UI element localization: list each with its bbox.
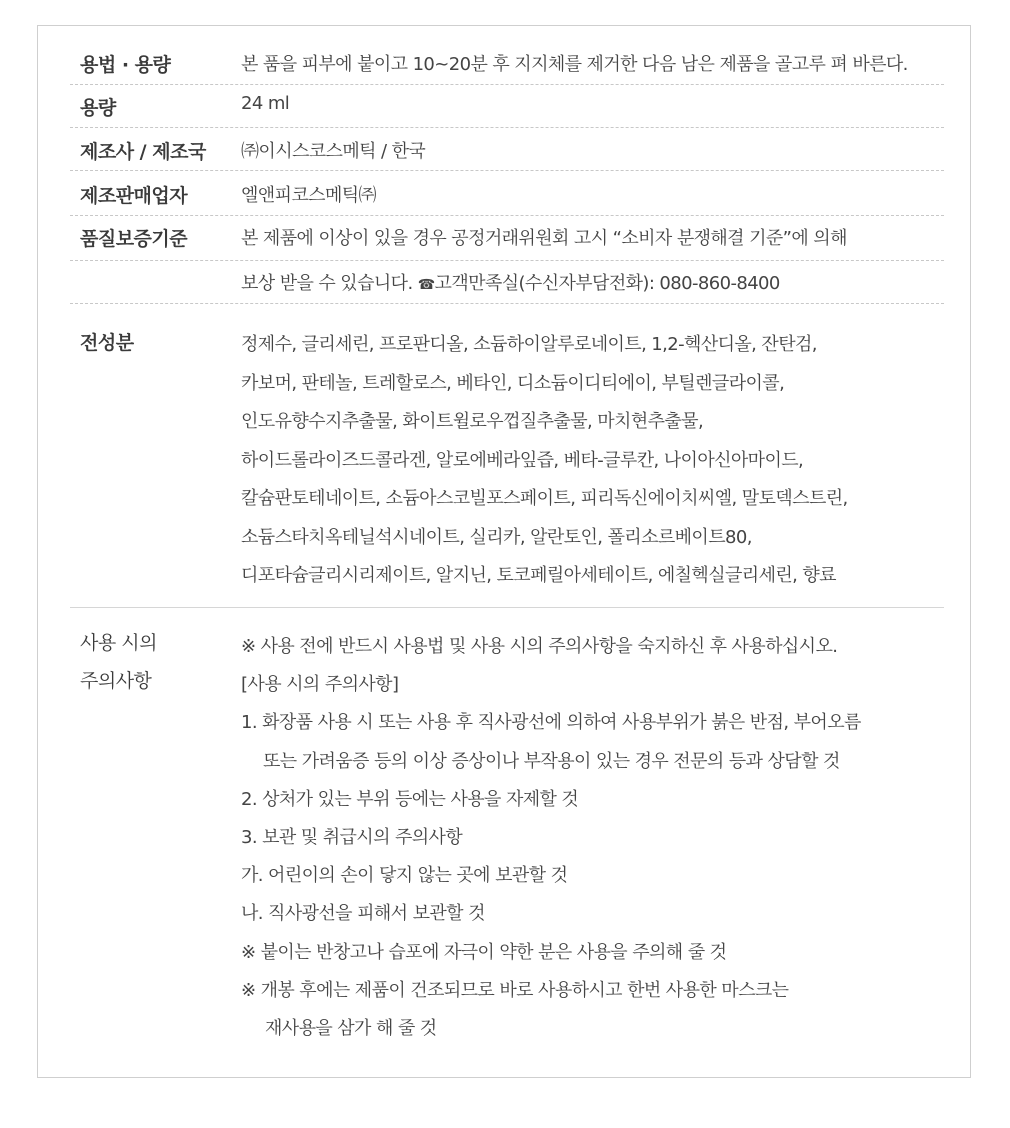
caution-line: 재사용을 삼가 해 줄 것 bbox=[265, 1018, 437, 1040]
ingredient-line: 칼슘판토테네이트, 소듐아스코빌포스페이트, 피리독신에이치씨엘, 말토덱스트린, bbox=[241, 488, 848, 509]
info-row-warranty-cont bbox=[70, 261, 944, 304]
caution-line: 나. 직사광선을 피해서 보관할 것 bbox=[241, 903, 485, 925]
info-row-distributor bbox=[70, 171, 944, 216]
info-row-manufacturer bbox=[70, 128, 944, 171]
cautions-label-line: 사용 시의 bbox=[80, 632, 157, 654]
caution-line: ※ 개봉 후에는 제품이 건조되므로 바로 사용하시고 한번 사용한 마스크는 bbox=[241, 979, 789, 1001]
row-value: ㈜이시스코스메틱 / 한국 bbox=[241, 141, 426, 162]
ingredient-line: 정제수, 글리세린, 프로판디올, 소듐하이알루로네이트, 1,2-헥산디올, 잔탄검, bbox=[241, 334, 817, 355]
row-value: 24 ml bbox=[241, 93, 290, 114]
info-row-ingredients bbox=[70, 304, 944, 608]
warranty-text: 보상 받을 수 있습니다. bbox=[241, 273, 413, 294]
caution-line: ※ 붙이는 반창고나 습포에 자극이 약한 분은 사용을 주의해 줄 것 bbox=[241, 941, 727, 963]
caution-line: 1. 화장품 사용 시 또는 사용 후 직사광선에 의하여 사용부위가 붉은 반점, 부어오름 bbox=[241, 712, 861, 734]
cautions-label bbox=[80, 624, 157, 700]
customer-service-text: 고객만족실(수신자부담전화): 080-860-8400 bbox=[434, 273, 780, 294]
row-value: 본 품을 피부에 붙이고 10~20분 후 지지체를 제거한 다음 남은 제품을 골고루 펴 바른다. bbox=[241, 54, 908, 75]
row-value bbox=[241, 269, 780, 295]
info-row-warranty bbox=[70, 216, 944, 261]
row-label: 제조사 / 제조국 bbox=[80, 141, 206, 163]
info-row-cautions bbox=[70, 608, 944, 1058]
product-info-panel bbox=[37, 25, 971, 1078]
row-label: 제조판매업자 bbox=[80, 185, 188, 207]
ingredients-list bbox=[241, 326, 848, 596]
phone-icon: ☎ bbox=[417, 277, 435, 293]
ingredient-line: 소듐스타치옥테닐석시네이트, 실리카, 알란토인, 폴리소르베이트80, bbox=[241, 526, 752, 548]
row-label: 품질보증기준 bbox=[80, 228, 188, 250]
ingredient-line: 카보머, 판테놀, 트레할로스, 베타인, 디소듐이디티에이, 부틸렌글라이콜, bbox=[241, 372, 785, 394]
caution-line: [사용 시의 주의사항] bbox=[241, 674, 399, 696]
row-label: 용량 bbox=[80, 97, 116, 119]
caution-line: 2. 상처가 있는 부위 등에는 사용을 자제할 것 bbox=[241, 788, 579, 810]
row-value: 본 제품에 이상이 있을 경우 공정거래위원회 고시 “소비자 분쟁해결 기준”에 의해 bbox=[241, 228, 847, 249]
cautions-label-line: 주의사항 bbox=[80, 670, 152, 692]
caution-line: 또는 가려움증 등의 이상 증상이나 부작용이 있는 경우 전문의 등과 상담할 것 bbox=[263, 750, 840, 772]
ingredients-label: 전성분 bbox=[80, 332, 134, 354]
caution-line: 3. 보관 및 취급시의 주의사항 bbox=[241, 827, 463, 849]
ingredient-line: 디포타슘글리시리제이트, 알지닌, 토코페릴아세테이트, 에칠헥실글리세린, 향료 bbox=[241, 565, 836, 586]
ingredient-line: 인도유향수지추출물, 화이트윌로우껍질추출물, 마치현추출물, bbox=[241, 411, 704, 432]
caution-line: 가. 어린이의 손이 닿지 않는 곳에 보관할 것 bbox=[241, 865, 568, 887]
cautions-list bbox=[241, 628, 861, 1048]
row-label: 용법 · 용량 bbox=[80, 54, 171, 76]
info-row-usage bbox=[70, 44, 944, 85]
row-value: 엘앤피코스메틱㈜ bbox=[241, 185, 376, 206]
ingredient-line: 하이드롤라이즈드콜라겐, 알로에베라잎즙, 베타-글루칸, 나이아신아마이드, bbox=[241, 449, 804, 471]
info-row-volume bbox=[70, 85, 944, 128]
caution-line: ※ 사용 전에 반드시 사용법 및 사용 시의 주의사항을 숙지하신 후 사용하십시오. bbox=[241, 636, 838, 657]
